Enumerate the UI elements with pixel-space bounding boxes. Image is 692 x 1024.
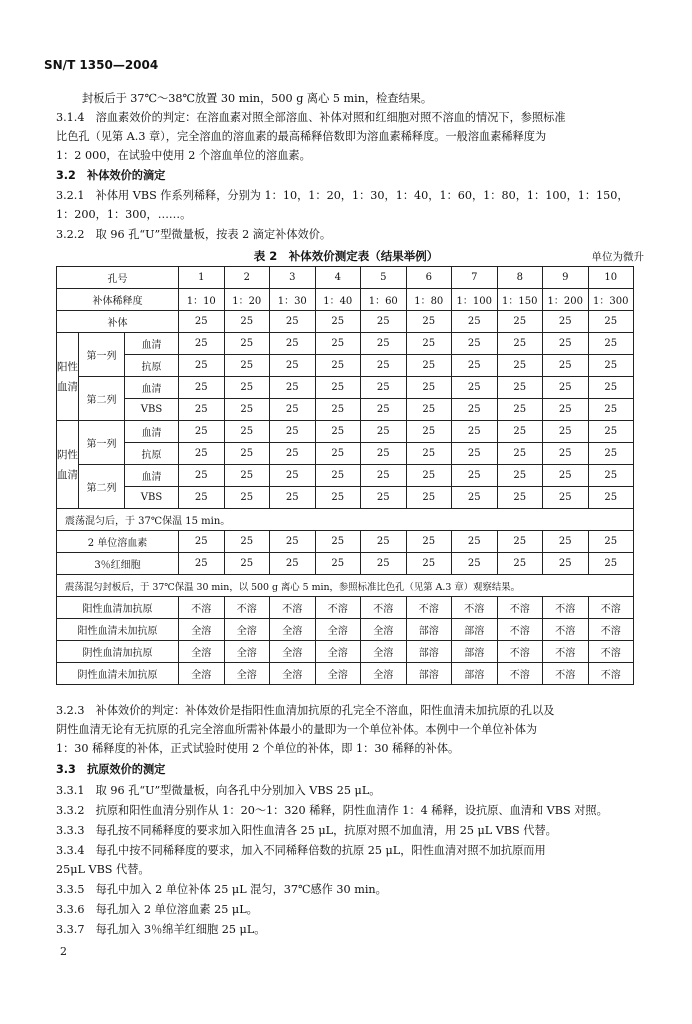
dilution-cell: 1：200 <box>543 289 589 311</box>
table-row <box>57 443 634 465</box>
result-cell: 部溶 <box>452 641 498 663</box>
result-cell: 不溶 <box>543 641 589 663</box>
volume-cell: 25 <box>588 311 634 333</box>
volume-cell: 25 <box>224 399 270 421</box>
volume-cell: 25 <box>543 377 589 399</box>
complement-label: 补体 <box>57 311 179 333</box>
text-line: 3.3.7 每孔加入 3％绵羊红细胞 25 μL。 <box>56 923 266 936</box>
volume-cell: 25 <box>179 311 225 333</box>
volume-cell: 25 <box>179 377 225 399</box>
volume-cell: 25 <box>588 443 634 465</box>
result-cell: 全溶 <box>179 619 225 641</box>
result-cell: 不溶 <box>224 597 270 619</box>
dilution-cell: 1：150 <box>497 289 543 311</box>
column-one-label: 第一列 <box>79 421 125 465</box>
volume-cell: 25 <box>497 487 543 509</box>
volume-cell: 25 <box>543 531 589 553</box>
volume-cell: 25 <box>270 443 316 465</box>
volume-cell: 25 <box>452 487 498 509</box>
volume-cell: 25 <box>224 311 270 333</box>
volume-cell: 25 <box>406 487 452 509</box>
volume-cell: 25 <box>361 377 407 399</box>
volume-cell: 25 <box>406 465 452 487</box>
result-cell: 不溶 <box>497 597 543 619</box>
column-one-label: 第一列 <box>79 333 125 377</box>
text-line: 1：2 000，在试验中使用 2 个溶血单位的溶血素。 <box>56 149 311 162</box>
volume-cell: 25 <box>452 553 498 575</box>
table-row <box>57 465 634 487</box>
result-cell: 不溶 <box>588 597 634 619</box>
volume-cell: 25 <box>497 311 543 333</box>
volume-cell: 25 <box>406 377 452 399</box>
text-line: 比色孔（见第 A.3 章），完全溶血的溶血素的最高稀释倍数即为溶血素稀释度。一般溶血素稀释度为 <box>56 130 547 143</box>
volume-cell: 25 <box>543 443 589 465</box>
table-row <box>57 311 634 333</box>
result-cell: 部溶 <box>406 619 452 641</box>
text-line: 3.2.2 取 96 孔“U”型微量板，按表 2 滴定补体效价。 <box>56 228 332 241</box>
volume-cell: 25 <box>315 487 361 509</box>
hole-number: 7 <box>452 267 498 289</box>
volume-cell: 25 <box>361 553 407 575</box>
volume-cell: 25 <box>224 421 270 443</box>
volume-cell: 25 <box>452 443 498 465</box>
table-unit: 单位为微升 <box>591 251 644 263</box>
volume-cell: 25 <box>406 443 452 465</box>
volume-cell: 25 <box>270 465 316 487</box>
volume-cell: 25 <box>224 553 270 575</box>
volume-cell: 25 <box>543 421 589 443</box>
vbs-label: VBS <box>125 399 179 421</box>
text-line: 3.3.1 取 96 孔“U”型微量板，向各孔中分别加入 VBS 25 μL。 <box>56 784 381 797</box>
volume-cell: 25 <box>179 399 225 421</box>
dilution-cell: 1：30 <box>270 289 316 311</box>
table-row <box>57 509 634 531</box>
result-cell: 全溶 <box>179 663 225 685</box>
incubation-note-1: 震荡混匀后，于 37℃保温 15 min。 <box>57 509 634 531</box>
volume-cell: 25 <box>406 399 452 421</box>
volume-cell: 25 <box>361 399 407 421</box>
result-cell: 不溶 <box>543 619 589 641</box>
volume-cell: 25 <box>588 399 634 421</box>
volume-cell: 25 <box>224 531 270 553</box>
volume-cell: 25 <box>406 531 452 553</box>
table-row <box>57 575 634 597</box>
volume-cell: 25 <box>361 311 407 333</box>
volume-cell: 25 <box>361 487 407 509</box>
table-row <box>57 377 634 399</box>
positive-serum-group <box>57 333 79 421</box>
volume-cell: 25 <box>270 399 316 421</box>
dilution-label: 补体稀释度 <box>57 289 179 311</box>
negative-serum-group <box>57 421 79 509</box>
result-cell: 不溶 <box>406 597 452 619</box>
result-cell: 部溶 <box>406 663 452 685</box>
negative-serum-label: 阴性血清 <box>57 448 78 481</box>
result-cell: 部溶 <box>452 663 498 685</box>
result-cell: 不溶 <box>179 597 225 619</box>
hemolysin-label: 2 单位溶血素 <box>57 531 179 553</box>
volume-cell: 25 <box>315 421 361 443</box>
hole-number: 2 <box>224 267 270 289</box>
result-cell: 不溶 <box>270 597 316 619</box>
dilution-cell: 1：300 <box>588 289 634 311</box>
volume-cell: 25 <box>543 487 589 509</box>
text-line: 3.3.4 每孔中按不同稀释度的要求，加入不同稀释倍数的抗原 25 μL，阳性血清对照不加抗原而用 <box>56 844 546 857</box>
text-line: 3.2.1 补体用 VBS 作系列稀释，分别为 1：10，1：20，1：30，1：40，1：60，1：80，1：100，1：150， <box>56 189 629 202</box>
volume-cell: 25 <box>179 531 225 553</box>
result-cell: 全溶 <box>224 641 270 663</box>
text-line: 1：200，1：300，……。 <box>56 208 192 221</box>
result-cell: 全溶 <box>361 663 407 685</box>
volume-cell: 25 <box>361 531 407 553</box>
volume-cell: 25 <box>315 333 361 355</box>
result-cell: 不溶 <box>543 597 589 619</box>
text-line: 3.3.3 每孔按不同稀释度的要求加入阳性血清各 25 μL，抗原对照不加血清，用 25 μL VBS 代替。 <box>56 824 557 837</box>
result-label: 阳性血清加抗原 <box>57 597 179 619</box>
result-cell: 全溶 <box>270 663 316 685</box>
result-cell: 全溶 <box>315 663 361 685</box>
volume-cell: 25 <box>452 311 498 333</box>
text-line: 3.3.6 每孔加入 2 单位溶血素 25 μL。 <box>56 903 258 916</box>
volume-cell: 25 <box>270 355 316 377</box>
table-row <box>57 355 634 377</box>
hole-number: 5 <box>361 267 407 289</box>
volume-cell: 25 <box>543 553 589 575</box>
result-cell: 部溶 <box>452 619 498 641</box>
table-row <box>57 663 634 685</box>
antigen-label: 抗原 <box>125 443 179 465</box>
result-cell: 不溶 <box>588 619 634 641</box>
volume-cell: 25 <box>406 355 452 377</box>
volume-cell: 25 <box>361 333 407 355</box>
table-row <box>57 421 634 443</box>
volume-cell: 25 <box>588 377 634 399</box>
volume-cell: 25 <box>270 553 316 575</box>
table-row <box>57 399 634 421</box>
volume-cell: 25 <box>315 377 361 399</box>
hole-number: 6 <box>406 267 452 289</box>
volume-cell: 25 <box>543 465 589 487</box>
volume-cell: 25 <box>179 421 225 443</box>
result-cell: 不溶 <box>361 597 407 619</box>
volume-cell: 25 <box>270 487 316 509</box>
result-cell: 全溶 <box>361 641 407 663</box>
volume-cell: 25 <box>543 311 589 333</box>
text-line: 阴性血清无论有无抗原的孔完全溶血所需补体最小的量即为一个单位补体。本例中一个单位补体为 <box>56 723 538 736</box>
table-row <box>57 619 634 641</box>
volume-cell: 25 <box>543 333 589 355</box>
volume-cell: 25 <box>224 333 270 355</box>
result-label: 阳性血清未加抗原 <box>57 619 179 641</box>
result-cell: 全溶 <box>270 619 316 641</box>
volume-cell: 25 <box>315 531 361 553</box>
volume-cell: 25 <box>452 355 498 377</box>
volume-cell: 25 <box>361 443 407 465</box>
volume-cell: 25 <box>588 487 634 509</box>
text-line: 3.2.3 补体效价的判定：补体效价是指阳性血清加抗原的孔完全不溶血，阳性血清未加抗原的孔以及 <box>56 704 555 717</box>
volume-cell: 25 <box>270 421 316 443</box>
volume-cell: 25 <box>588 421 634 443</box>
dilution-cell: 1：60 <box>361 289 407 311</box>
volume-cell: 25 <box>179 333 225 355</box>
volume-cell: 25 <box>497 465 543 487</box>
result-cell: 全溶 <box>315 619 361 641</box>
document-code: SN/T 1350—2004 <box>44 58 159 72</box>
volume-cell: 25 <box>497 333 543 355</box>
volume-cell: 25 <box>497 443 543 465</box>
result-cell: 不溶 <box>588 663 634 685</box>
text-line: 3.3.5 每孔中加入 2 单位补体 25 μL 混匀，37℃感作 30 min。 <box>56 883 387 896</box>
volume-cell: 25 <box>452 333 498 355</box>
serum-label: 血清 <box>125 465 179 487</box>
text-line: 25μL VBS 代替。 <box>56 863 150 876</box>
text-line: 1：30 稀释度的补体，正式试验时使用 2 个单位的补体，即 1：30 稀释的补体。 <box>56 742 460 755</box>
volume-cell: 25 <box>452 531 498 553</box>
serum-label: 血清 <box>125 333 179 355</box>
hole-number: 10 <box>588 267 634 289</box>
result-cell: 不溶 <box>452 597 498 619</box>
hole-number: 1 <box>179 267 225 289</box>
volume-cell: 25 <box>452 465 498 487</box>
volume-cell: 25 <box>406 553 452 575</box>
rbc-label: 3％红细胞 <box>57 553 179 575</box>
result-cell: 全溶 <box>315 641 361 663</box>
dilution-cell: 1：20 <box>224 289 270 311</box>
volume-cell: 25 <box>543 355 589 377</box>
vbs-label: VBS <box>125 487 179 509</box>
volume-cell: 25 <box>588 355 634 377</box>
result-cell: 不溶 <box>497 663 543 685</box>
volume-cell: 25 <box>497 399 543 421</box>
volume-cell: 25 <box>179 443 225 465</box>
table-row <box>57 553 634 575</box>
volume-cell: 25 <box>406 421 452 443</box>
volume-cell: 25 <box>179 465 225 487</box>
result-cell: 全溶 <box>361 619 407 641</box>
volume-cell: 25 <box>406 333 452 355</box>
volume-cell: 25 <box>361 421 407 443</box>
complement-titration-table <box>56 266 634 685</box>
volume-cell: 25 <box>270 311 316 333</box>
volume-cell: 25 <box>270 377 316 399</box>
dilution-cell: 1：80 <box>406 289 452 311</box>
volume-cell: 25 <box>497 553 543 575</box>
table-row <box>57 487 634 509</box>
result-cell: 全溶 <box>179 641 225 663</box>
dilution-cell: 1：10 <box>179 289 225 311</box>
result-cell: 不溶 <box>315 597 361 619</box>
volume-cell: 25 <box>361 465 407 487</box>
section-heading: 3.2 补体效价的滴定 <box>56 169 166 182</box>
volume-cell: 25 <box>497 355 543 377</box>
volume-cell: 25 <box>588 553 634 575</box>
hole-number: 9 <box>543 267 589 289</box>
table-row <box>57 641 634 663</box>
volume-cell: 25 <box>315 399 361 421</box>
table-row <box>57 597 634 619</box>
result-cell: 部溶 <box>406 641 452 663</box>
text-line: 3.3.2 抗原和阳性血清分别作从 1：20～1：320 稀释，阴性血清作 1：4 稀释，设抗原、血清和 VBS 对照。 <box>56 804 608 817</box>
result-label: 阴性血清未加抗原 <box>57 663 179 685</box>
volume-cell: 25 <box>588 333 634 355</box>
section-heading: 3.3 抗原效价的测定 <box>56 763 166 776</box>
hole-label: 孔号 <box>57 267 179 289</box>
volume-cell: 25 <box>497 421 543 443</box>
result-cell: 不溶 <box>497 619 543 641</box>
volume-cell: 25 <box>315 553 361 575</box>
incubation-note-2: 震荡混匀封板后，于 37℃保温 30 min，以 500 g 离心 5 min，参照标准比色孔（见第 A.3 章）观察结果。 <box>57 575 634 597</box>
volume-cell: 25 <box>179 553 225 575</box>
column-two-label: 第二列 <box>79 465 125 509</box>
volume-cell: 25 <box>588 531 634 553</box>
table-row <box>57 289 634 311</box>
volume-cell: 25 <box>361 355 407 377</box>
result-cell: 不溶 <box>588 641 634 663</box>
text-line: 3.1.4 溶血素效价的判定：在溶血素对照全部溶血、补体对照和红细胞对照不溶血的情况下，参照标准 <box>56 111 566 124</box>
column-two-label: 第二列 <box>79 377 125 421</box>
volume-cell: 25 <box>179 355 225 377</box>
volume-cell: 25 <box>315 311 361 333</box>
volume-cell: 25 <box>315 355 361 377</box>
result-cell: 全溶 <box>224 619 270 641</box>
result-cell: 不溶 <box>497 641 543 663</box>
result-label: 阴性血清加抗原 <box>57 641 179 663</box>
volume-cell: 25 <box>270 333 316 355</box>
text-line: 封板后于 37℃～38℃放置 30 min，500 g 离心 5 min，检查结果。 <box>82 92 433 105</box>
result-cell: 全溶 <box>270 641 316 663</box>
volume-cell: 25 <box>497 377 543 399</box>
table-row <box>57 531 634 553</box>
page-number: 2 <box>60 945 67 958</box>
hole-number: 8 <box>497 267 543 289</box>
volume-cell: 25 <box>224 487 270 509</box>
volume-cell: 25 <box>315 443 361 465</box>
volume-cell: 25 <box>179 487 225 509</box>
table-caption: 表 2 补体效价测定表（结果举例） <box>253 249 439 263</box>
volume-cell: 25 <box>224 377 270 399</box>
serum-label: 血清 <box>125 377 179 399</box>
volume-cell: 25 <box>452 399 498 421</box>
positive-serum-label: 阳性血清 <box>57 360 78 393</box>
dilution-cell: 1：100 <box>452 289 498 311</box>
antigen-label: 抗原 <box>125 355 179 377</box>
volume-cell: 25 <box>452 377 498 399</box>
volume-cell: 25 <box>315 465 361 487</box>
volume-cell: 25 <box>270 531 316 553</box>
result-cell: 全溶 <box>224 663 270 685</box>
dilution-cell: 1：40 <box>315 289 361 311</box>
serum-label: 血清 <box>125 421 179 443</box>
volume-cell: 25 <box>406 311 452 333</box>
volume-cell: 25 <box>224 465 270 487</box>
table-row <box>57 333 634 355</box>
volume-cell: 25 <box>224 443 270 465</box>
table-row <box>57 267 634 289</box>
volume-cell: 25 <box>452 421 498 443</box>
hole-number: 4 <box>315 267 361 289</box>
volume-cell: 25 <box>543 399 589 421</box>
volume-cell: 25 <box>224 355 270 377</box>
hole-number: 3 <box>270 267 316 289</box>
volume-cell: 25 <box>588 465 634 487</box>
result-cell: 不溶 <box>543 663 589 685</box>
volume-cell: 25 <box>497 531 543 553</box>
